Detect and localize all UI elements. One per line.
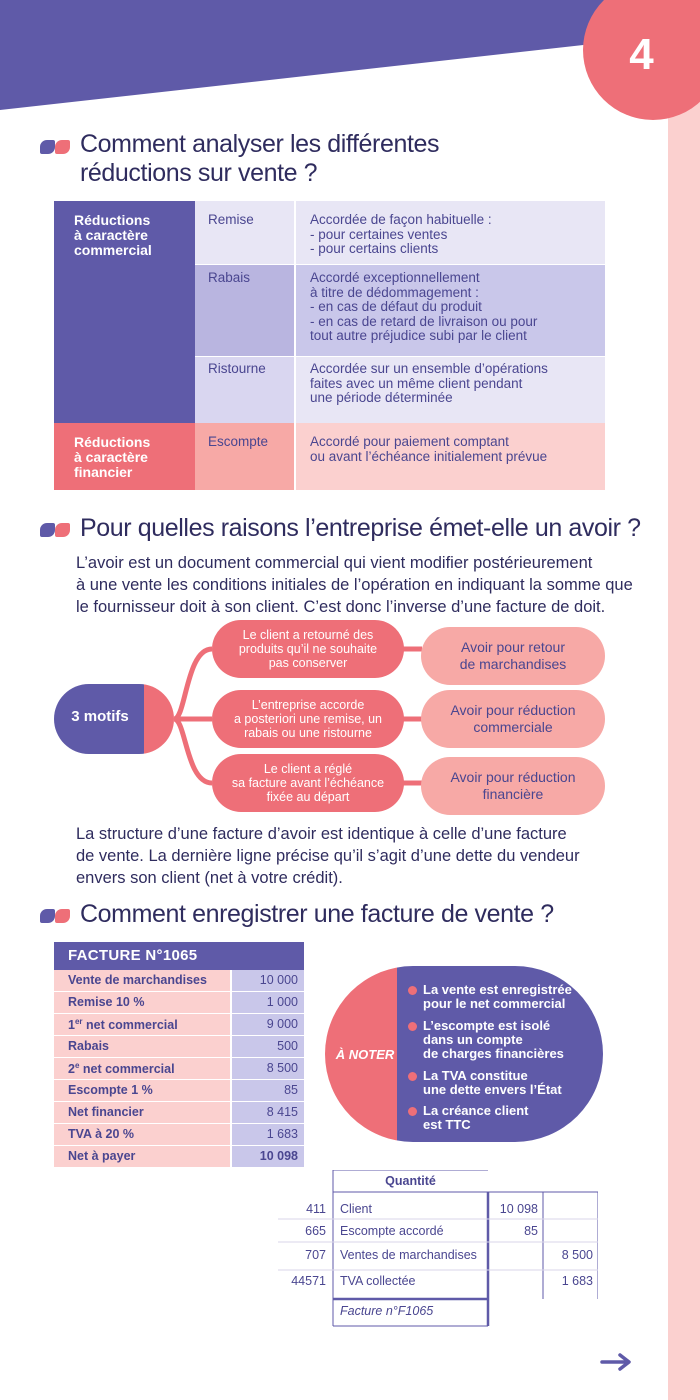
journal-credit: 1 683 <box>561 1274 593 1288</box>
motif-cause-1: Le client a retourné des produits qu’il ne souhaite pas conserver <box>212 620 404 678</box>
bullet-icon <box>40 909 70 923</box>
note-item: La TVA constitue une dette envers l’État <box>408 1069 578 1097</box>
journal-label: Escompte accordé <box>340 1224 444 1238</box>
motifs-label: 3 motifs <box>71 708 129 725</box>
bullet-icon <box>40 523 70 537</box>
category-commercial: Réductions à caractère commercial <box>74 212 152 258</box>
journal-debit: 85 <box>524 1224 538 1238</box>
motif-result-2: Avoir pour réduction commerciale <box>421 690 605 748</box>
journal-footer: Facture n°F1065 <box>340 1304 434 1318</box>
next-arrow-icon[interactable] <box>600 1352 634 1372</box>
section2-title: Pour quelles raisons l’entreprise émet-elle un avoir ? <box>80 514 641 542</box>
journal-label: TVA collectée <box>340 1274 416 1288</box>
note-item: L’escompte est isolé dans un compte de charges financières <box>408 1019 578 1061</box>
journal-label: Client <box>340 1202 372 1216</box>
row-rabais-desc: Accordé exceptionnellement à titre de dédommagement : - en cas de défaut du produit - en cas de retard de livraison ou pour tout autre préjudice subi par le client <box>310 270 538 343</box>
journal-account: 665 <box>305 1224 326 1238</box>
note-item: La vente est enregistrée pour le net commercial <box>408 983 578 1011</box>
row-ristourne-desc: Accordée sur un ensemble d’opérations faites avec un même client pendant une période déterminée <box>310 361 548 405</box>
note-item: La créance client est TTC <box>408 1104 578 1132</box>
reductions-table <box>54 201 605 490</box>
row-escompte-name: Escompte <box>208 434 269 449</box>
journal-credit: 8 500 <box>561 1248 593 1262</box>
row-escompte-desc: Accordé pour paiement comptant ou avant l’échéance initialement prévue <box>310 434 548 464</box>
journal-entry <box>278 1170 598 1330</box>
avoir-structure: La structure d’une facture d’avoir est identique à celle d’une facture de vente. La dernière ligne précise qu’il s’agit d’une dette du vendeur envers son client (net à votre crédit). <box>76 825 580 887</box>
motif-result-1: Avoir pour retour de marchandises <box>421 627 605 685</box>
table-row: Remise 10 % 1 000 <box>54 992 304 1014</box>
table-row: Net financier 8 415 <box>54 1102 304 1124</box>
table-row: 1er net commercial 9 000 <box>54 1014 304 1036</box>
bullet-icon <box>40 140 70 154</box>
journal-debit: 10 098 <box>499 1202 538 1216</box>
motif-result-3: Avoir pour réduction financière <box>421 757 605 815</box>
row-remise-name: Remise <box>208 212 254 227</box>
row-ristourne-name: Ristourne <box>208 361 266 376</box>
avoir-definition: L’avoir est un document commercial qui vient modifier postérieurement à une vente les conditions initiales de l’opération en indiquant la somme que le fournisseur doit à son client. C’est donc l’inverse d’une facture de doit. <box>76 554 633 616</box>
category-financier: Réductions à caractère financier <box>74 434 151 480</box>
note-label: À NOTER <box>335 1047 395 1062</box>
journal-header: Quantité <box>385 1174 436 1188</box>
row-rabais-name: Rabais <box>208 270 251 285</box>
journal-account: 707 <box>305 1248 326 1262</box>
table-row: Vente de marchandises 10 000 <box>54 970 304 992</box>
journal-label: Ventes de marchandises <box>340 1248 477 1262</box>
section1-title: Comment analyser les différentes réductions sur vente ? <box>80 130 440 187</box>
invoice-table <box>54 942 304 1168</box>
invoice-title: FACTURE N°1065 <box>54 942 304 970</box>
section3-title: Comment enregistrer une facture de vente ? <box>80 900 554 928</box>
journal-account: 411 <box>306 1202 326 1216</box>
motif-cause-3: Le client a réglé sa facture avant l’échéance fixée au départ <box>212 754 404 812</box>
journal-account: 44571 <box>291 1274 326 1288</box>
table-row: Escompte 1 % 85 <box>54 1080 304 1102</box>
table-row-total: Net à payer 10 098 <box>54 1146 304 1168</box>
chapter-number: 4 <box>629 30 655 79</box>
motif-cause-2: L’entreprise accorde a posteriori une remise, un rabais ou une ristourne <box>212 690 404 748</box>
table-row: Rabais 500 <box>54 1036 304 1058</box>
table-row: 2e net commercial 8 500 <box>54 1058 304 1080</box>
row-remise-desc: Accordée de façon habituelle : - pour certaines ventes - pour certains clients <box>310 212 492 256</box>
table-row: TVA à 20 % 1 683 <box>54 1124 304 1146</box>
